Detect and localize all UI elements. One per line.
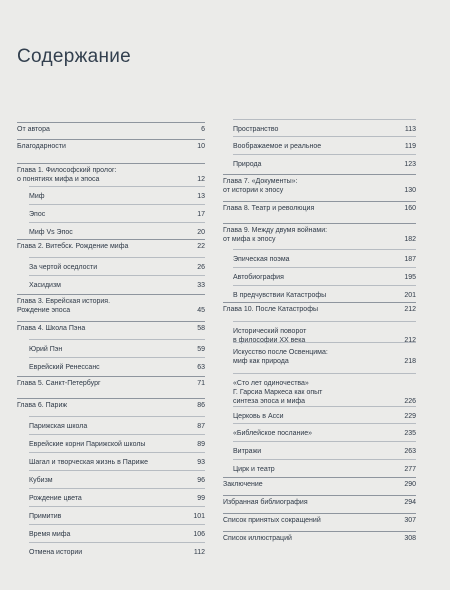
toc-entry-page-number: 235 bbox=[404, 430, 416, 437]
toc-subsection-entry bbox=[233, 249, 416, 264]
toc-chapter-entry bbox=[17, 376, 205, 388]
toc-chapter-entry bbox=[17, 163, 205, 184]
toc-entry-page-number: 22 bbox=[197, 243, 205, 250]
toc-chapter-entry bbox=[17, 239, 205, 251]
toc-chapter-entry bbox=[223, 495, 416, 507]
toc-entry-title: Еврейский Ренессанс bbox=[29, 364, 100, 371]
toc-entry-title: «Библейское послание» bbox=[233, 430, 313, 437]
toc-entry-page-number: 201 bbox=[404, 292, 416, 299]
toc-entry-page-number: 99 bbox=[197, 495, 205, 502]
toc-entry-title: Витражи bbox=[233, 448, 262, 455]
toc-entry-title: Глава 1. Философский пролог: о понятиях мифа и эпоса bbox=[17, 167, 117, 183]
toc-subsection-entry bbox=[233, 154, 416, 169]
toc-entry-page-number: 277 bbox=[404, 466, 416, 473]
toc-entry-page-number: 290 bbox=[404, 481, 416, 488]
toc-entry-page-number: 263 bbox=[404, 448, 416, 455]
toc-entry-title: Эпическая поэма bbox=[233, 256, 290, 263]
toc-entry-page-number: 87 bbox=[197, 423, 205, 430]
toc-entry-title: Глава 4. Школа Пэна bbox=[17, 325, 86, 332]
toc-subsection-entry bbox=[29, 506, 205, 521]
toc-subsection-entry bbox=[233, 423, 416, 438]
toc-chapter-entry bbox=[223, 477, 416, 489]
toc-subsection-entry bbox=[233, 373, 416, 406]
toc-subsection-entry bbox=[29, 452, 205, 467]
toc-entry-page-number: 93 bbox=[197, 459, 205, 466]
toc-entry-title: Шагал и творческая жизнь в Париже bbox=[29, 459, 149, 466]
toc-entry-title: Хасидизм bbox=[29, 282, 61, 289]
toc-entry-title: Глава 3. Еврейская история. Рождение эпоса bbox=[17, 298, 111, 314]
toc-chapter-entry bbox=[223, 201, 416, 213]
toc-subsection-entry bbox=[233, 406, 416, 421]
toc-entry-title: В предчувствии Катастрофы bbox=[233, 292, 327, 299]
toc-subsection-entry bbox=[233, 459, 416, 474]
toc-entry-title: Миф bbox=[29, 193, 45, 200]
toc-entry-title: Список иллюстраций bbox=[223, 535, 292, 542]
toc-entry-page-number: 6 bbox=[201, 126, 205, 133]
toc-subsection-entry bbox=[29, 357, 205, 372]
toc-entry-page-number: 212 bbox=[404, 337, 416, 344]
toc-subsection-entry bbox=[233, 267, 416, 282]
toc-chapter-entry bbox=[223, 531, 416, 543]
toc-entry-title: Избранная библиография bbox=[223, 499, 308, 506]
toc-entry-title: Кубизм bbox=[29, 477, 53, 484]
toc-subsection-entry bbox=[233, 285, 416, 300]
toc-entry-page-number: 59 bbox=[197, 346, 205, 353]
toc-entry-page-number: 106 bbox=[193, 531, 205, 538]
toc-subsection-entry bbox=[29, 434, 205, 449]
toc-subsection-entry bbox=[233, 136, 416, 151]
toc-entry-title: Список принятых сокращений bbox=[223, 517, 321, 524]
page-title: Содержание bbox=[17, 46, 132, 67]
toc-entry-title: Глава 9. Между двумя войнами: от мифа к эпосу bbox=[223, 227, 328, 243]
toc-chapter-entry bbox=[223, 302, 416, 314]
toc-entry-page-number: 130 bbox=[404, 187, 416, 194]
toc-entry-title: Воображаемое и реальное bbox=[233, 143, 322, 150]
toc-chapter-entry bbox=[17, 398, 205, 410]
toc-entry-page-number: 13 bbox=[197, 193, 205, 200]
toc-entry-page-number: 96 bbox=[197, 477, 205, 484]
toc-entry-title: За чертой оседлости bbox=[29, 264, 98, 271]
toc-subsection-entry bbox=[29, 470, 205, 485]
toc-chapter-entry bbox=[17, 139, 205, 151]
toc-entry-title: Глава 10. После Катастрофы bbox=[223, 306, 318, 313]
toc-entry-title: Эпос bbox=[29, 211, 46, 218]
toc-subsection-entry bbox=[29, 275, 205, 290]
toc-subsection-entry bbox=[233, 441, 416, 456]
toc-entry-page-number: 123 bbox=[404, 161, 416, 168]
toc-subsection-entry bbox=[29, 257, 205, 272]
toc-subsection-entry bbox=[29, 339, 205, 354]
toc-entry-title: Глава 5. Санкт-Петербург bbox=[17, 380, 101, 387]
toc-chapter-entry bbox=[223, 223, 416, 244]
toc-entry-title: Благодарности bbox=[17, 143, 66, 150]
toc-subsection-entry bbox=[29, 542, 205, 557]
toc-entry-title: Пространство bbox=[233, 126, 279, 133]
toc-entry-title: Рождение цвета bbox=[29, 495, 82, 502]
toc-entry-title: Церковь в Асси bbox=[233, 413, 284, 420]
toc-entry-page-number: 63 bbox=[197, 364, 205, 371]
toc-entry-title: Искусство после Освенцима: миф как природа bbox=[233, 349, 328, 365]
toc-entry-title: Юрий Пэн bbox=[29, 346, 63, 353]
toc-entry-title: Заключение bbox=[223, 481, 263, 488]
toc-entry-page-number: 12 bbox=[197, 176, 205, 183]
toc-subsection-entry bbox=[29, 524, 205, 539]
toc-entry-title: Глава 8. Театр и революция bbox=[223, 205, 315, 212]
toc-entry-page-number: 86 bbox=[197, 402, 205, 409]
toc-subsection-entry bbox=[29, 222, 205, 237]
toc-entry-page-number: 182 bbox=[404, 236, 416, 243]
toc-subsection-entry bbox=[233, 342, 416, 366]
toc-entry-title: Отмена истории bbox=[29, 549, 83, 556]
toc-entry-title: Цирк и театр bbox=[233, 466, 275, 473]
toc-entry-title: «Сто лет одиночества» Г. Гарсиа Маркеса как опыт синтеза эпоса и мифа bbox=[233, 380, 323, 405]
toc-entry-title: Парижская школа bbox=[29, 423, 88, 430]
toc-entry-title: Автобиография bbox=[233, 274, 284, 281]
toc-entry-page-number: 212 bbox=[404, 306, 416, 313]
toc-chapter-entry bbox=[17, 321, 205, 333]
toc-subsection-entry bbox=[29, 488, 205, 503]
toc-entry-page-number: 187 bbox=[404, 256, 416, 263]
toc-entry-page-number: 119 bbox=[404, 143, 416, 150]
toc-entry-page-number: 33 bbox=[197, 282, 205, 289]
toc-subsection-entry bbox=[233, 119, 416, 134]
toc-entry-title: Исторический поворот в философии XX века bbox=[233, 328, 307, 344]
toc-entry-title: Еврейские корни Парижской школы bbox=[29, 441, 146, 448]
toc-subsection-entry bbox=[29, 186, 205, 201]
toc-chapter-entry bbox=[223, 513, 416, 525]
toc-entry-title: Время мифа bbox=[29, 531, 71, 538]
toc-chapter-entry bbox=[17, 294, 205, 315]
toc-entry-page-number: 89 bbox=[197, 441, 205, 448]
toc-entry-page-number: 26 bbox=[197, 264, 205, 271]
toc-entry-page-number: 101 bbox=[193, 513, 205, 520]
toc-entry-title: Миф Vs Эпос bbox=[29, 229, 73, 236]
toc-chapter-entry bbox=[223, 174, 416, 195]
toc-entry-page-number: 307 bbox=[404, 517, 416, 524]
toc-entry-page-number: 10 bbox=[197, 143, 205, 150]
toc-entry-title: Примитив bbox=[29, 513, 62, 520]
toc-entry-title: Природа bbox=[233, 161, 262, 168]
toc-entry-page-number: 294 bbox=[404, 499, 416, 506]
toc-entry-page-number: 71 bbox=[197, 380, 205, 387]
toc-entry-page-number: 17 bbox=[197, 211, 205, 218]
toc-entry-title: Глава 7. «Документы»: от истории к эпосу bbox=[223, 178, 298, 194]
toc-entry-page-number: 112 bbox=[193, 549, 205, 556]
toc-entry-title: От автора bbox=[17, 126, 50, 133]
toc-entry-page-number: 20 bbox=[197, 229, 205, 236]
toc-entry-title: Глава 2. Витебск. Рождение мифа bbox=[17, 243, 129, 250]
toc-subsection-entry bbox=[29, 204, 205, 219]
toc-entry-page-number: 113 bbox=[404, 126, 416, 133]
toc-entry-title: Глава 6. Париж bbox=[17, 402, 68, 409]
toc-entry-page-number: 218 bbox=[404, 358, 416, 365]
toc-chapter-entry bbox=[17, 122, 205, 134]
toc-entry-page-number: 195 bbox=[404, 274, 416, 281]
toc-entry-page-number: 45 bbox=[197, 307, 205, 314]
toc-entry-page-number: 160 bbox=[404, 205, 416, 212]
toc-entry-page-number: 229 bbox=[404, 413, 416, 420]
toc-entry-page-number: 58 bbox=[197, 325, 205, 332]
toc-subsection-entry bbox=[29, 416, 205, 431]
toc-entry-page-number: 308 bbox=[404, 535, 416, 542]
toc-entry-page-number: 226 bbox=[404, 398, 416, 405]
